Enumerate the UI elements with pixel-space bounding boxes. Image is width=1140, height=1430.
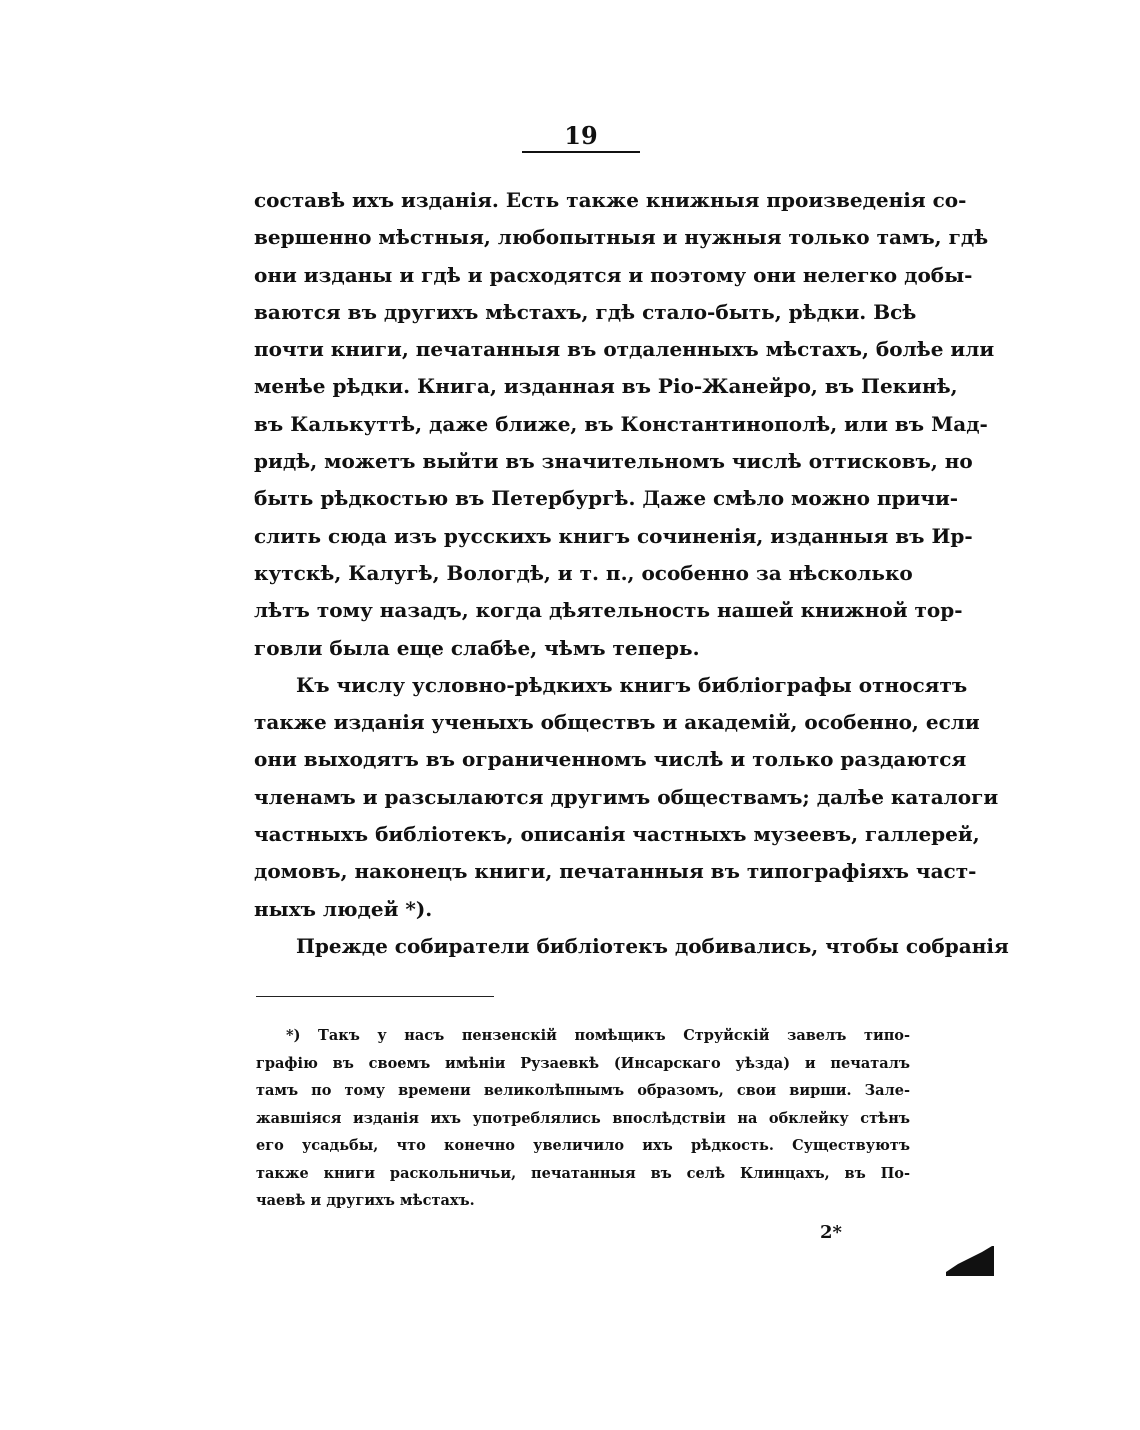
text-line: ваются въ другихъ мѣстахъ, гдѣ стало-быть, рѣдки. Всѣ <box>254 299 917 324</box>
page-number: 19 <box>564 121 598 150</box>
footnote-line: чаевѣ и другихъ мѣстахъ. <box>256 1192 475 1209</box>
text-line: почти книги, печатанныя въ отдаленныхъ мѣстахъ, болѣе или <box>254 337 995 362</box>
text-line: ридѣ, можетъ выйти въ значительномъ числѣ оттисковъ, но <box>254 449 973 474</box>
text-line: лѣтъ тому назадъ, когда дѣятельность нашей книжной тор- <box>254 598 963 623</box>
text-line: также изданія ученыхъ обществъ и академій, особенно, если <box>254 710 980 735</box>
text-line: составѣ ихъ изданія. Есть также книжныя произведенія со- <box>254 188 967 212</box>
footnote-line: графію въ своемъ имѣніи Рузаевкѣ (Инсарскаго уѣзда) и печаталъ <box>256 1054 910 1072</box>
text-line: въ Калькуттѣ, даже ближе, въ Константинополѣ, или въ Мад- <box>254 411 988 436</box>
text-line: частныхъ библіотекъ, описанія частныхъ музеевъ, галлерей, <box>254 822 980 847</box>
text-line: членамъ и разсылаются другимъ обществамъ; далѣе каталоги <box>254 784 999 809</box>
body-text <box>254 182 1009 965</box>
text-line: ныхъ людей *). <box>254 896 433 921</box>
footnote <box>256 1022 910 1215</box>
text-line: Къ числу условно-рѣдкихъ книгъ библіографы относятъ <box>296 672 968 697</box>
text-line: вершенно мѣстныя, любопытныя и нужныя только тамъ, гдѣ <box>254 225 989 250</box>
text-line: быть рѣдкостью въ Петербургѣ. Даже смѣло можно причи- <box>254 486 959 511</box>
signature-mark: 2* <box>820 1222 842 1243</box>
footnote-line: *) Такъ у насъ пензенскій помѣщикъ Струйскій завелъ типо- <box>286 1027 910 1044</box>
footnote-rule <box>256 996 494 997</box>
text-line: говли была еще слабѣе, чѣмъ теперь. <box>254 635 700 660</box>
footnote-line: тамъ по тому времени великолѣпнымъ образомъ, свои вирши. Зале- <box>256 1082 910 1099</box>
text-line: Прежде собиратели библіотекъ добивались, чтобы собранія <box>296 933 1009 958</box>
text-line: слить сюда изъ русскихъ книгъ сочиненія, изданныя въ Ир- <box>254 523 973 548</box>
footnote-line: также книги раскольничьи, печатанныя въ селѣ Клинцахъ, въ По- <box>256 1164 910 1182</box>
text-line: они изданы и гдѣ и расходятся и поэтому они нелегко добы- <box>254 262 973 287</box>
page-number-rule <box>522 151 640 153</box>
text-line: домовъ, наконецъ книги, печатанныя въ типографіяхъ част- <box>254 859 977 884</box>
text-line: менѣе рѣдки. Книга, изданная въ Ріо-Жанейро, въ Пекинѣ, <box>254 374 958 399</box>
footnote-line: жавшіяся изданія ихъ употреблялись впослѣдствіи на обклейку стѣнъ <box>256 1109 910 1127</box>
page-corner-mark <box>946 1244 994 1276</box>
footnote-line: его усадьбы, что конечно увеличило ихъ рѣдкость. Существуютъ <box>256 1137 910 1154</box>
text-line: кутскѣ, Калугѣ, Вологдѣ, и т. п., особенно за нѣсколько <box>254 560 913 585</box>
text-line: они выходятъ въ ограниченномъ числѣ и только раздаются <box>254 747 967 772</box>
